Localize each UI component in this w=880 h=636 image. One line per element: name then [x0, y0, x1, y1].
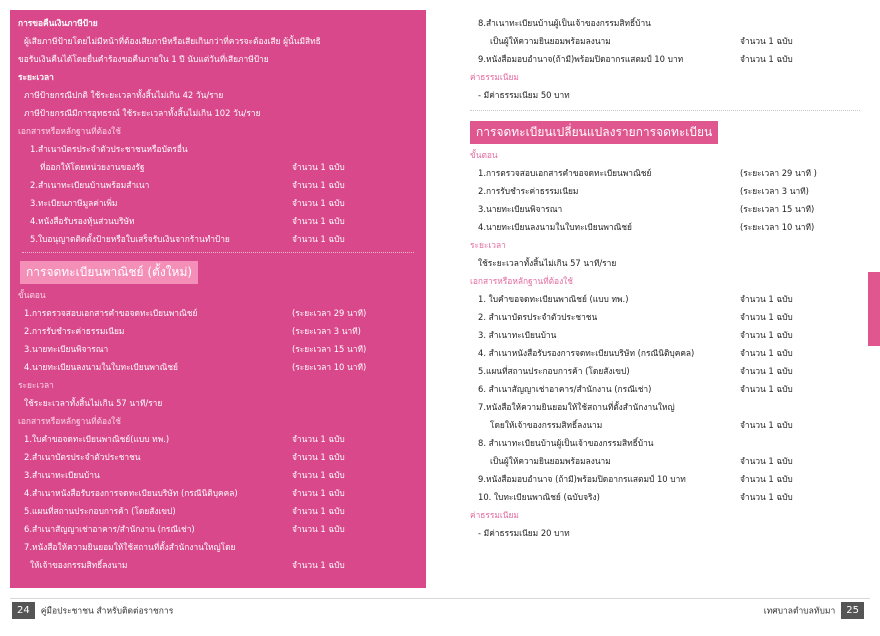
register-docs-title: เอกสารหรือหลักฐานที่ต้องใช้	[18, 416, 121, 426]
change-fee-title: ค่าธรรมเนียม	[470, 510, 519, 520]
change-doc-item	[470, 344, 860, 362]
register-duration: ใช้ระยะเวลาทั้งสิ้นไม่เกิน 57 นาที/ราย	[24, 398, 163, 408]
doc-text: 1.ใบคำขอจดทะเบียนพาณิชย์(แบบ ทพ.)	[24, 434, 170, 444]
doc-text: 9.หนังสือมอบอำนาจ(ถ้ามี)พร้อมปิดอากรแสตมป์ 10 บาท	[478, 54, 684, 64]
register-doc-item	[10, 556, 426, 574]
step-time: (ระยะเวลา 29 นาที)	[292, 308, 367, 318]
doc-text: 4. สำเนาหนังสือรับรองการจดทะเบียนบริษัท (กรณีนิติบุคคล)	[478, 348, 695, 358]
step-time: (ระยะเวลา 15 นาที)	[292, 344, 367, 354]
refund-doc-item	[10, 194, 426, 212]
continued-doc-item	[470, 14, 860, 32]
register-doc-item	[10, 502, 426, 520]
change-doc-item	[470, 452, 860, 470]
page-edge-tab	[868, 272, 880, 346]
doc-amount: จำนวน 1 ฉบับ	[740, 36, 793, 46]
doc-text: 4.สำเนาหนังสือรับรองการจดทะเบียนบริษัท (กรณีนิติบุคคล)	[24, 488, 238, 498]
footer-rule	[10, 598, 870, 599]
doc-text: 1. ใบคำขอจดทะเบียนพาณิชย์ (แบบ ทพ.)	[478, 294, 629, 304]
step-text: 2.การรับชำระค่าธรรมเนียม	[24, 326, 125, 336]
doc-amount: จำนวน 1 ฉบับ	[292, 470, 345, 480]
doc-amount: จำนวน 1 ฉบับ	[740, 348, 793, 358]
register-doc-item	[10, 430, 426, 448]
change-doc-item	[470, 434, 860, 452]
register-step	[10, 340, 426, 358]
left-page-panel	[10, 10, 426, 588]
doc-text: 3.ทะเบียนภาษีมูลค่าเพิ่ม	[30, 198, 118, 208]
section-divider	[470, 110, 860, 111]
doc-text: 8.สำเนาทะเบียนบ้านผู้เป็นเจ้าของกรรมสิทธิ์บ้าน	[478, 18, 651, 28]
doc-amount: จำนวน 1 ฉบับ	[740, 492, 793, 502]
doc-amount: จำนวน 1 ฉบับ	[740, 474, 793, 484]
doc-text: 7.หนังสือให้ความยินยอมให้ใช้สถานที่ตั้งสำนักงานใหญ่โดย	[24, 542, 236, 552]
doc-amount: จำนวน 1 ฉบับ	[740, 384, 793, 394]
refund-duration-line: ภาษีป้ายกรณีปกติ ใช้ระยะเวลาทั้งสิ้นไม่เกิน 42 วัน/ราย	[24, 90, 224, 100]
doc-text: 2. สำเนาบัตรประจำตัวประชาชน	[478, 312, 598, 322]
doc-text: 5.ใบอนุญาตติดตั้งป้ายหรือใบเสร็จรับเงินจากร้านทำป้าย	[30, 234, 230, 244]
register-doc-item	[10, 484, 426, 502]
doc-text: 2.สำเนาบัตรประจำตัวประชาชน	[24, 452, 141, 462]
refund-doc-item	[10, 176, 426, 194]
change-section-title: การจดทะเบียนเปลี่ยนแปลงรายการจดทะเบียน	[470, 121, 718, 144]
doc-amount: จำนวน 1 ฉบับ	[292, 506, 345, 516]
section-divider	[22, 252, 414, 253]
doc-text: 1.สำเนาบัตรประจำตัวประชาชนหรือบัตรอื่น	[30, 144, 188, 154]
doc-amount: จำนวน 1 ฉบับ	[740, 330, 793, 340]
change-step	[470, 164, 860, 182]
step-time: (ระยะเวลา 3 นาที)	[292, 326, 361, 336]
refund-doc-item	[10, 230, 426, 248]
step-text: 3.นายทะเบียนพิจารณา	[24, 344, 109, 354]
refund-docs-title: เอกสารหรือหลักฐานที่ต้องใช้	[18, 126, 121, 136]
refund-duration-line: ภาษีป้ายกรณีมีการอุทธรณ์ ใช้ระยะเวลาทั้งสิ้นไม่เกิน 102 วัน/ราย	[24, 108, 261, 118]
register-doc-item	[10, 520, 426, 538]
change-doc-item	[470, 488, 860, 506]
change-steps-title: ขั้นตอน	[470, 150, 498, 160]
change-step	[470, 182, 860, 200]
doc-text: 9.หนังสือมอบอำนาจ (ถ้ามี)พร้อมปิดอากรแสตมป์ 10 บาท	[478, 474, 686, 484]
doc-text: โดยให้เจ้าของกรรมสิทธิ์ลงนาม	[490, 420, 603, 430]
register-step	[10, 358, 426, 376]
page-number-right: 25	[841, 602, 864, 619]
step-text: 2.การรับชำระค่าธรรมเนียม	[478, 186, 579, 196]
doc-amount: จำนวน 1 ฉบับ	[292, 234, 345, 244]
change-doc-item	[470, 362, 860, 380]
change-fee-text: - มีค่าธรรมเนียม 20 บาท	[478, 528, 570, 538]
doc-amount: จำนวน 1 ฉบับ	[292, 560, 345, 570]
doc-amount: จำนวน 1 ฉบับ	[292, 180, 345, 190]
step-text: 3.นายทะเบียนพิจารณา	[478, 204, 563, 214]
doc-text: 6.สำเนาสัญญาเช่าอาคาร/สำนักงาน (กรณีเช่า)	[24, 524, 195, 534]
step-text: 1.การตรวจสอบเอกสารคำขอจดทะเบียนพาณิชย์	[24, 308, 198, 318]
doc-text: 3.สำเนาทะเบียนบ้าน	[24, 470, 100, 480]
change-doc-item	[470, 380, 860, 398]
doc-text: ให้เจ้าของกรรมสิทธิ์ลงนาม	[30, 560, 128, 570]
doc-text: 4.หนังสือรับรองหุ้นส่วนบริษัท	[30, 216, 135, 226]
change-docs-title: เอกสารหรือหลักฐานที่ต้องใช้	[470, 276, 573, 286]
register-step	[10, 304, 426, 322]
doc-text: 5.แผนที่สถานประกอบการค้า (โดยสังเขป)	[24, 506, 176, 516]
step-text: 4.นายทะเบียนลงนามในใบทะเบียนพาณิชย์	[24, 362, 178, 372]
step-time: (ระยะเวลา 3 นาที)	[740, 186, 809, 196]
step-text: 1.การตรวจสอบเอกสารคำขอจดทะเบียนพาณิชย์	[478, 168, 652, 178]
refund-body-line: ขอรับเงินคืนได้โดยยื่นคำร้องขอคืนภายใน 1 ปี นับแต่วันที่เสียภาษีป้าย	[18, 54, 269, 64]
change-doc-item	[470, 290, 860, 308]
doc-text: 5.แผนที่สถานประกอบการค้า (โดยสังเขป)	[478, 366, 630, 376]
change-duration: ใช้ระยะเวลาทั้งสิ้นไม่เกิน 57 นาที/ราย	[478, 258, 617, 268]
page-number-left: 24	[12, 602, 35, 619]
doc-amount: จำนวน 1 ฉบับ	[292, 162, 345, 172]
step-text: 4.นายทะเบียนลงนามในใบทะเบียนพาณิชย์	[478, 222, 632, 232]
doc-amount: จำนวน 1 ฉบับ	[292, 434, 345, 444]
refund-doc-item	[10, 158, 426, 176]
continued-doc-item	[470, 32, 860, 50]
refund-title: การขอคืนเงินภาษีป้าย	[18, 18, 98, 28]
register-doc-item	[10, 466, 426, 484]
refund-body-line: ผู้เสียภาษีป้ายโดยไม่มีหน้าที่ต้องเสียภาษีหรือเสียเกินกว่าที่ควรจะต้องเสีย ผู้นั้นมีสิทธิ	[24, 36, 321, 46]
doc-amount: จำนวน 1 ฉบับ	[740, 420, 793, 430]
change-doc-item	[470, 308, 860, 326]
refund-doc-item	[10, 140, 426, 158]
doc-text: 8. สำเนาทะเบียนบ้านผู้เป็นเจ้าของกรรมสิทธิ์บ้าน	[478, 438, 654, 448]
doc-amount: จำนวน 1 ฉบับ	[740, 54, 793, 64]
doc-amount: จำนวน 1 ฉบับ	[740, 366, 793, 376]
doc-text: ที่ออกให้โดยหน่วยงานของรัฐ	[40, 162, 145, 172]
doc-amount: จำนวน 1 ฉบับ	[740, 312, 793, 322]
register-steps-title: ขั้นตอน	[18, 290, 46, 300]
doc-text: เป็นผู้ให้ความยินยอมพร้อมลงนาม	[490, 456, 611, 466]
doc-amount: จำนวน 1 ฉบับ	[740, 456, 793, 466]
doc-text: 2.สำเนาทะเบียนบ้านพร้อมสำเนา	[30, 180, 150, 190]
change-doc-item	[470, 398, 860, 416]
doc-text: 7.หนังสือให้ความยินยอมให้ใช้สถานที่ตั้งสำนักงานใหญ่	[478, 402, 675, 412]
register-duration-title: ระยะเวลา	[18, 380, 54, 390]
footer-left-text: คู่มือประชาชน สำหรับติดต่อราชการ	[40, 606, 174, 617]
footer-right-text: เทศบาลตำบลทับมา	[763, 606, 836, 617]
doc-text: 10. ใบทะเบียนพาณิชย์ (ฉบับจริง)	[478, 492, 600, 502]
step-time: (ระยะเวลา 10 นาที)	[740, 222, 815, 232]
fee-title: ค่าธรรมเนียม	[470, 72, 519, 82]
doc-text: 3. สำเนาทะเบียนบ้าน	[478, 330, 557, 340]
fee-text: - มีค่าธรรมเนียม 50 บาท	[478, 90, 570, 100]
register-doc-item	[10, 448, 426, 466]
doc-amount: จำนวน 1 ฉบับ	[292, 198, 345, 208]
register-section-title: การจดทะเบียนพาณิชย์ (ตั้งใหม่)	[20, 261, 198, 284]
step-time: (ระยะเวลา 10 นาที)	[292, 362, 367, 372]
step-time: (ระยะเวลา 15 นาที)	[740, 204, 815, 214]
step-time: (ระยะเวลา 29 นาที )	[740, 168, 817, 178]
doc-amount: จำนวน 1 ฉบับ	[740, 294, 793, 304]
doc-amount: จำนวน 1 ฉบับ	[292, 488, 345, 498]
footer-left	[12, 602, 173, 626]
change-duration-title: ระยะเวลา	[470, 240, 506, 250]
doc-amount: จำนวน 1 ฉบับ	[292, 216, 345, 226]
continued-doc-item	[470, 50, 860, 68]
change-step	[470, 218, 860, 236]
doc-amount: จำนวน 1 ฉบับ	[292, 524, 345, 534]
footer-right	[764, 602, 864, 626]
refund-duration-title: ระยะเวลา	[18, 72, 54, 82]
change-doc-item	[470, 416, 860, 434]
change-doc-item	[470, 470, 860, 488]
register-doc-item	[10, 538, 426, 556]
change-doc-item	[470, 326, 860, 344]
doc-text: เป็นผู้ให้ความยินยอมพร้อมลงนาม	[490, 36, 611, 46]
doc-text: 6. สำเนาสัญญาเช่าอาคาร/สำนักงาน (กรณีเช่า)	[478, 384, 652, 394]
doc-amount: จำนวน 1 ฉบับ	[292, 452, 345, 462]
refund-doc-item	[10, 212, 426, 230]
register-step	[10, 322, 426, 340]
change-step	[470, 200, 860, 218]
right-page-panel	[470, 10, 860, 588]
